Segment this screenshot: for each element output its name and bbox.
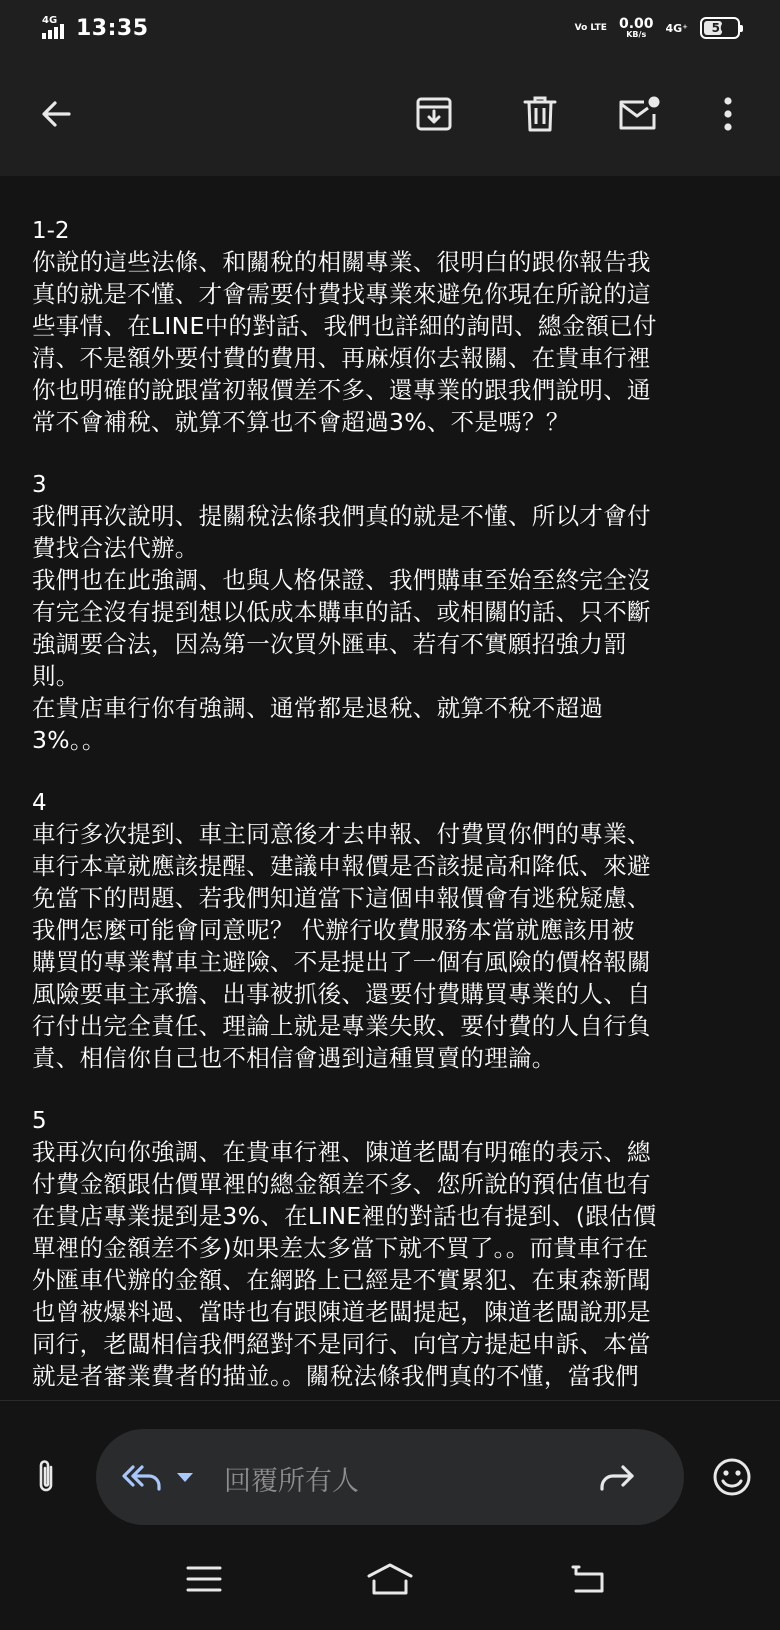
paragraph-line: 清、不是額外要付費的費用、再麻煩你去報關、在貴車行裡	[32, 344, 651, 372]
email-paragraph	[32, 216, 752, 438]
top-app-bar	[0, 56, 780, 176]
email-body	[0, 176, 780, 1400]
archive-icon	[415, 95, 453, 133]
nav-back-icon	[570, 1564, 606, 1594]
mark-unread-button[interactable]	[608, 86, 668, 142]
paragraph-line: 則。	[32, 662, 80, 690]
status-bar	[0, 0, 780, 56]
reply-all-icon	[121, 1462, 163, 1492]
paragraph-line: 也曾被爆料過、當時也有跟陳道老闆提起，陳道老闆說那是	[32, 1298, 651, 1326]
paragraph-line: 外匯車代辦的金額、在網路上已經是不實累犯、在東森新聞	[32, 1266, 651, 1294]
paragraph-line: 你說的這些法條、和關稅的相關專業、很明白的跟你報告我	[32, 248, 651, 276]
reply-input[interactable]	[96, 1429, 684, 1525]
nav-menu-button[interactable]	[176, 1554, 232, 1604]
paragraph-line: 我們怎麼可能會同意呢？ 代辦行收費服務本當就應該用被	[32, 916, 635, 944]
more-vert-icon	[723, 96, 733, 132]
status-left	[42, 16, 149, 41]
caret-down-icon	[176, 1471, 194, 1483]
paragraph-line: 車行本章就應該提醒、建議申報價是否該提高和降低、來避	[32, 852, 651, 880]
volte-indicator: Vo LTE	[574, 23, 607, 33]
paragraph-line: 我們也在此強調、也與人格保證、我們購車至始至終完全沒	[32, 566, 651, 594]
attach-button[interactable]	[24, 1449, 68, 1505]
paragraph-line: 免當下的問題、若我們知道當下這個申報價會有逃稅疑慮、	[32, 884, 651, 912]
more-options-button[interactable]	[700, 86, 756, 142]
mail-unread-icon	[616, 94, 660, 134]
paragraph-line: 在貴店車行你有強調、通常都是退稅、就算不稅不超過	[32, 694, 604, 722]
email-paragraph	[32, 788, 752, 1074]
paragraph-line: 風險要車主承擔、出事被抓後、還要付費購買專業的人、自	[32, 980, 651, 1008]
delete-button[interactable]	[512, 86, 568, 142]
nav-back-button[interactable]	[560, 1554, 616, 1604]
battery-icon	[700, 17, 740, 39]
reply-placeholder: 回覆所有人	[224, 1466, 359, 1497]
paragraph-number: 3	[32, 472, 47, 498]
reply-type-dropdown[interactable]	[174, 1465, 196, 1489]
emoji-icon	[712, 1457, 752, 1497]
paragraph-line: 真的就是不懂、才會需要付費找專業來避免你現在所說的這	[32, 280, 651, 308]
paragraph-line: 在貴店專業提到是3%、在LINE裡的對話也有提到、(跟估價	[32, 1202, 657, 1230]
reply-all-button[interactable]	[120, 1457, 164, 1497]
paragraph-line: 費找合法代辦。	[32, 534, 199, 562]
paragraph-line: 我再次向你強調、在貴車行裡、陳道老闆有明確的表示、總	[32, 1138, 651, 1166]
signal-icon	[42, 17, 66, 39]
network-type-2: 4G⁺	[665, 21, 688, 35]
paragraph-line: 有完全沒有提到想以低成本購車的話、或相關的話、只不斷	[32, 598, 651, 626]
speed-value: 0.00	[618, 16, 654, 32]
home-icon	[366, 1562, 414, 1596]
clock: 13:35	[76, 15, 149, 41]
menu-icon	[186, 1565, 222, 1593]
status-right	[575, 17, 740, 39]
trash-icon	[522, 95, 558, 133]
paragraph-line: 單裡的金額差不多)如果差太多當下就不買了。。而貴車行在	[32, 1234, 649, 1262]
paragraph-number: 4	[32, 790, 47, 816]
paragraph-line: 你也明確的說跟當初報價差不多、還專業的跟我們說明、通	[32, 376, 651, 404]
paragraph-line: 車行多次提到、車主同意後才去申報、付費買你們的專業、	[32, 820, 651, 848]
paragraph-line: 常不會補稅、就算不算也不會超過3%、不是嗎？？	[32, 408, 570, 436]
paperclip-icon	[34, 1458, 58, 1496]
arrow-back-icon	[39, 97, 73, 131]
speed-unit: KB/s	[626, 30, 647, 39]
paragraph-line: 就是者審業費者的描並。。關稅法條我們真的不懂，當我們	[32, 1362, 640, 1390]
paragraph-line: 我們再次說明、提關稅法條我們真的就是不懂、所以才會付	[32, 502, 651, 530]
reply-bar	[0, 1400, 780, 1520]
network-type: 4G	[42, 15, 58, 26]
archive-button[interactable]	[406, 86, 462, 142]
paragraph-line: 行付出完全責任、理論上就是專業失敗、要付費的人自行負	[32, 1012, 651, 1040]
back-button[interactable]	[28, 86, 84, 142]
forward-button[interactable]	[594, 1457, 638, 1497]
system-nav-bar	[0, 1540, 780, 1630]
email-paragraph	[32, 1106, 752, 1392]
paragraph-line: 付費金額跟估價單裡的總金額差不多、您所說的預估值也有	[32, 1170, 651, 1198]
emoji-button[interactable]	[706, 1449, 758, 1505]
paragraph-number: 1-2	[32, 218, 70, 244]
paragraph-line: 購買的專業幫車主避險、不是提出了一個有風險的價格報關	[32, 948, 651, 976]
forward-icon	[597, 1463, 635, 1491]
paragraph-line: 些事情、在LINE中的對話、我們也詳細的詢問、總金額已付	[32, 312, 657, 340]
nav-home-button[interactable]	[360, 1552, 420, 1606]
paragraph-number: 5	[32, 1108, 47, 1134]
paragraph-line: 強調要合法，因為第一次買外匯車、若有不實願招強力罰	[32, 630, 627, 658]
battery-level: 56	[711, 21, 729, 35]
paragraph-line: 責、相信你自己也不相信會遇到這種買賣的理論。	[32, 1044, 556, 1072]
paragraph-line: 3%。。	[32, 726, 106, 754]
network-speed	[619, 17, 654, 39]
paragraph-line: 同行，老闆相信我們絕對不是同行、向官方提起申訴、本當	[32, 1330, 651, 1358]
email-paragraph	[32, 470, 752, 756]
